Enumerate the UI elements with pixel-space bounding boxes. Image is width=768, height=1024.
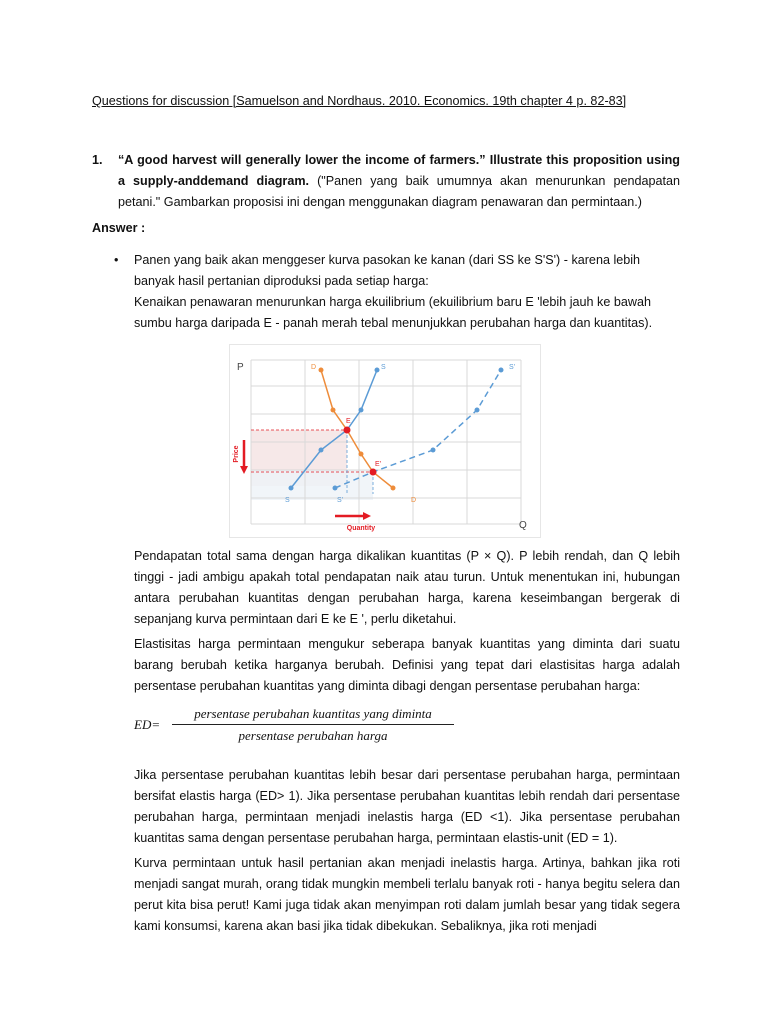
formula-denominator: persentase perubahan harga	[238, 728, 388, 743]
paragraph-total-revenue: Pendapatan total sama dengan harga dikalikan kuantitas (P × Q). P lebih rendah, dan Q lebih tinggi - jadi ambigu apakah total pendapatan naik atau turun. Untuk menentukan ini, hubungan antara perubahan kuantitas dengan perubahan harga, karena keseimbangan bergerak di sepanjang kurva permintaan dari E ke E ', perlu diketahui.	[134, 549, 680, 626]
bullet-line-1: Panen yang baik akan menggeser kurva pasokan ke kanan (dari SS ke S'S') - karena lebih banyak hasil pertanian diproduksi pada setiap harga:	[134, 253, 641, 288]
equilibrium-e-marker	[344, 427, 351, 434]
question-text	[118, 150, 680, 213]
question-translation: ("Panen yang baik umumnya akan menurunkan pendapatan petani." Gambarkan proposisi ini dengan menggunakan diagram penawaran dan permintaan.)	[118, 174, 680, 209]
question-number: 1.	[92, 153, 103, 167]
paragraph-elasticity-definition: Elastisitas harga permintaan mengukur seberapa banyak kuantitas yang diminta dari suatu barang berubah ketika harganya berubah. Definisi yang tepat dari elastisitas harga adalah persentase perubahan kuantitas yang diminta dibagi dengan persentase perubahan harga:	[134, 637, 680, 693]
bullet-icon: •	[114, 253, 119, 267]
equilibrium-e-label: E	[346, 418, 351, 425]
answer-bullet	[114, 250, 680, 334]
equilibrium-e-prime-marker	[370, 469, 377, 476]
axis-label-p: P	[237, 362, 244, 373]
supply-prime-bottom-label: S'	[337, 497, 344, 504]
supply-top-label: S	[381, 364, 386, 371]
supply-demand-diagram	[229, 344, 541, 538]
bullet-line-2: Kenaikan penawaran menurunkan harga ekuilibrium (ekuilibrium baru E 'lebih jauh ke bawah sumbu harga daripada E - panah merah tebal menunjukkan perubahan harga dan kuantitas).	[134, 295, 653, 330]
paragraph-inelastic-demand: Kurva permintaan untuk hasil pertanian akan menjadi inelastis harga. Artinya, bahkan jika roti menjadi sangat murah, orang tidak mungkin membeli terlalu banyak roti - hanya begitu selera dan perut kita bisa perut! Kami juga tidak akan menyimpan roti dalam jumlah besar yang tidak segera kami konsumsi, karena akan basi jika tidak dibekukan. Sebaliknya, jika roti menjadi	[134, 856, 680, 933]
paragraph-elasticity-cases: Jika persentase perubahan kuantitas lebih besar dari persentase perubahan harga, permintaan bersifat elastis harga (ED> 1). Jika persentase perubahan kuantitas lebih rendah dari persentase perubahan harga, permintaan menjadi inelastis harga (ED <1). Jika persentase perubahan kuantitas sama dengan persentase perubahan harga, permintaan elastis-unit (ED = 1).	[134, 768, 680, 845]
formula-numerator: persentase perubahan kuantitas yang diminta	[172, 706, 454, 725]
revenue-area-new	[251, 470, 373, 500]
document-header: Questions for discussion [Samuelson and Nordhaus. 2010. Economics. 19th chapter 4 p. 82-83]	[92, 94, 627, 108]
supply-prime-top-label: S'	[509, 364, 516, 371]
demand-bottom-label: D	[411, 497, 417, 504]
answer-label: Answer :	[92, 221, 146, 235]
elasticity-formula	[134, 706, 454, 746]
demand-top-label: D	[311, 364, 317, 371]
price-arrow-label: Price	[233, 445, 240, 463]
question-1	[92, 150, 680, 213]
supply-bottom-label: S	[285, 497, 290, 504]
equilibrium-e-prime-label: E'	[375, 461, 382, 468]
bullet-text	[134, 250, 680, 334]
question-bold-text: “A good harvest will generally lower the income of farmers.” Illustrate this proposition using a supply-anddemand diagram.	[118, 153, 680, 188]
formula-lhs: ED=	[134, 717, 161, 732]
axis-label-q: Q	[519, 520, 527, 531]
quantity-arrow-label: Quantity	[346, 525, 376, 532]
